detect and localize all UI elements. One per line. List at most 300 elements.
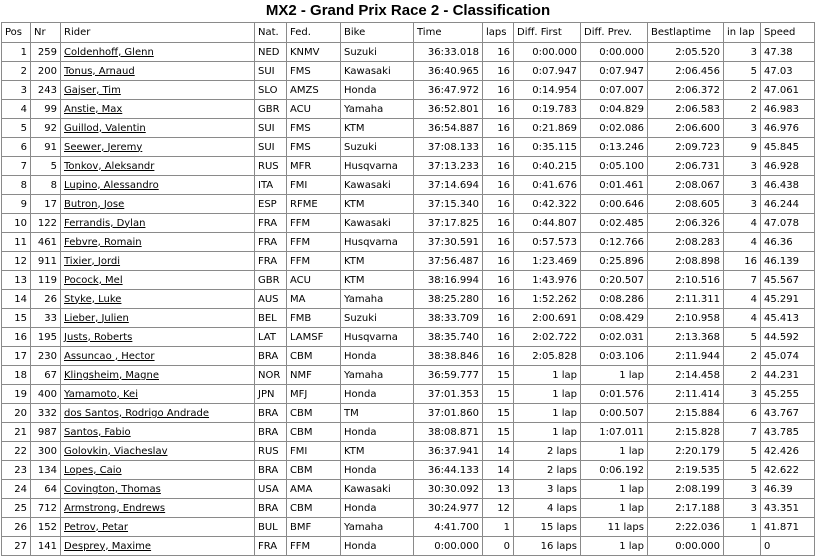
cell-in-lap: 5: [724, 442, 761, 461]
cell-diff-prev: 1 lap: [581, 442, 648, 461]
cell-diff-prev: 0:01.576: [581, 385, 648, 404]
cell-fed: KNMV: [287, 43, 341, 62]
rider-link[interactable]: Armstrong, Endrews: [64, 502, 166, 514]
cell-time: 36:47.972: [414, 81, 483, 100]
cell-nr: 141: [31, 537, 61, 556]
rider-link[interactable]: Lieber, Julien: [64, 312, 129, 324]
cell-nr: 64: [31, 480, 61, 499]
cell-speed: 45.255: [761, 385, 815, 404]
cell-diff-prev: 0:02.086: [581, 119, 648, 138]
cell-laps: 16: [483, 100, 514, 119]
cell-nat: ESP: [255, 195, 287, 214]
rider-link[interactable]: Covington, Thomas: [64, 483, 161, 495]
rider-link[interactable]: Yamamoto, Kei: [64, 388, 138, 400]
cell-nat: SLO: [255, 81, 287, 100]
cell-laps: 15: [483, 404, 514, 423]
cell-nat: FRA: [255, 537, 287, 556]
col-fed: Fed.: [287, 23, 341, 43]
cell-fed: CBM: [287, 423, 341, 442]
cell-rider: [61, 499, 255, 518]
cell-fed: CBM: [287, 499, 341, 518]
cell-speed: 45.074: [761, 347, 815, 366]
cell-laps: 16: [483, 62, 514, 81]
table-row: [2, 404, 815, 423]
cell-diff-prev: 0:04.829: [581, 100, 648, 119]
cell-bestlaptime: 2:08.605: [648, 195, 724, 214]
cell-rider: [61, 404, 255, 423]
cell-bike: Kawasaki: [341, 176, 414, 195]
cell-bestlaptime: 2:06.600: [648, 119, 724, 138]
cell-diff-first: 0:41.676: [514, 176, 581, 195]
cell-laps: 12: [483, 499, 514, 518]
cell-bike: Honda: [341, 537, 414, 556]
cell-bike: Honda: [341, 81, 414, 100]
rider-link[interactable]: Pocock, Mel: [64, 274, 123, 286]
cell-diff-prev: 1 lap: [581, 499, 648, 518]
col-laps: laps: [483, 23, 514, 43]
col-time: Time: [414, 23, 483, 43]
cell-fed: MFJ: [287, 385, 341, 404]
cell-nr: 230: [31, 347, 61, 366]
cell-in-lap: 5: [724, 328, 761, 347]
cell-pos: 9: [2, 195, 31, 214]
cell-fed: FMI: [287, 176, 341, 195]
table-row: [2, 537, 815, 556]
cell-bike: Honda: [341, 499, 414, 518]
cell-bike: KTM: [341, 252, 414, 271]
cell-laps: 16: [483, 271, 514, 290]
cell-laps: 16: [483, 176, 514, 195]
cell-nr: 8: [31, 176, 61, 195]
cell-bestlaptime: 2:10.516: [648, 271, 724, 290]
cell-time: 38:35.740: [414, 328, 483, 347]
rider-link[interactable]: Febvre, Romain: [64, 236, 142, 248]
cell-rider: [61, 81, 255, 100]
rider-link[interactable]: Guillod, Valentin: [64, 122, 146, 134]
cell-in-lap: 4: [724, 290, 761, 309]
cell-pos: 15: [2, 309, 31, 328]
cell-time: 38:25.280: [414, 290, 483, 309]
rider-link[interactable]: Tonkov, Aleksandr: [64, 160, 155, 172]
cell-speed: 42.426: [761, 442, 815, 461]
cell-laps: 15: [483, 423, 514, 442]
col-diff-prev: Diff. Prev.: [581, 23, 648, 43]
cell-time: 4:41.700: [414, 518, 483, 537]
table-row: [2, 119, 815, 138]
cell-nat: FRA: [255, 214, 287, 233]
cell-laps: 1: [483, 518, 514, 537]
cell-in-lap: 5: [724, 461, 761, 480]
rider-link[interactable]: Lupino, Alessandro: [64, 179, 159, 191]
cell-pos: 27: [2, 537, 31, 556]
cell-diff-first: 1 lap: [514, 385, 581, 404]
cell-speed: 0: [761, 537, 815, 556]
rider-link[interactable]: Tonus, Arnaud: [64, 65, 135, 77]
cell-laps: 16: [483, 119, 514, 138]
col-diff-first: Diff. First: [514, 23, 581, 43]
rider-link[interactable]: Petrov, Petar: [64, 521, 129, 533]
cell-speed: 47.078: [761, 214, 815, 233]
cell-rider: [61, 271, 255, 290]
rider-link[interactable]: Assuncao , Hector: [64, 350, 155, 362]
cell-speed: 46.244: [761, 195, 815, 214]
cell-in-lap: 4: [724, 214, 761, 233]
cell-speed: 42.622: [761, 461, 815, 480]
cell-time: 37:15.340: [414, 195, 483, 214]
cell-in-lap: 16: [724, 252, 761, 271]
cell-nr: 134: [31, 461, 61, 480]
cell-fed: LAMSF: [287, 328, 341, 347]
cell-in-lap: 3: [724, 195, 761, 214]
cell-bestlaptime: 2:06.326: [648, 214, 724, 233]
cell-diff-first: 0:44.807: [514, 214, 581, 233]
cell-pos: 2: [2, 62, 31, 81]
cell-pos: 4: [2, 100, 31, 119]
cell-fed: AMZS: [287, 81, 341, 100]
cell-diff-first: 2 laps: [514, 461, 581, 480]
table-row: [2, 328, 815, 347]
cell-bike: Yamaha: [341, 366, 414, 385]
cell-diff-prev: 11 laps: [581, 518, 648, 537]
cell-speed: 46.39: [761, 480, 815, 499]
cell-in-lap: 7: [724, 423, 761, 442]
cell-rider: [61, 442, 255, 461]
rider-link[interactable]: Santos, Fabio: [64, 426, 131, 438]
cell-time: 38:33.709: [414, 309, 483, 328]
rider-link[interactable]: Coldenhoff, Glenn: [64, 46, 154, 58]
cell-nr: 400: [31, 385, 61, 404]
cell-time: 36:52.801: [414, 100, 483, 119]
cell-pos: 1: [2, 43, 31, 62]
header-row: [2, 23, 815, 43]
cell-bike: Honda: [341, 423, 414, 442]
cell-speed: 46.139: [761, 252, 815, 271]
cell-bestlaptime: 2:06.456: [648, 62, 724, 81]
cell-time: 36:33.018: [414, 43, 483, 62]
cell-diff-prev: 0:05.100: [581, 157, 648, 176]
cell-pos: 10: [2, 214, 31, 233]
cell-in-lap: 3: [724, 119, 761, 138]
cell-pos: 25: [2, 499, 31, 518]
cell-speed: 47.061: [761, 81, 815, 100]
cell-fed: NMF: [287, 366, 341, 385]
cell-diff-prev: 0:03.106: [581, 347, 648, 366]
cell-time: 37:13.233: [414, 157, 483, 176]
cell-in-lap: 3: [724, 499, 761, 518]
cell-speed: 43.785: [761, 423, 815, 442]
cell-diff-prev: 0:08.286: [581, 290, 648, 309]
cell-rider: [61, 423, 255, 442]
cell-pos: 12: [2, 252, 31, 271]
cell-rider: [61, 537, 255, 556]
cell-fed: CBM: [287, 461, 341, 480]
table-row: [2, 518, 815, 537]
cell-nr: 33: [31, 309, 61, 328]
cell-fed: FMB: [287, 309, 341, 328]
cell-nat: NOR: [255, 366, 287, 385]
cell-bestlaptime: 2:20.179: [648, 442, 724, 461]
cell-nat: LAT: [255, 328, 287, 347]
cell-diff-prev: 1 lap: [581, 366, 648, 385]
cell-diff-first: 2 laps: [514, 442, 581, 461]
cell-speed: 46.928: [761, 157, 815, 176]
cell-bestlaptime: 2:08.283: [648, 233, 724, 252]
table-row: [2, 195, 815, 214]
cell-nat: RUS: [255, 442, 287, 461]
rider-link[interactable]: Styke, Luke: [64, 293, 122, 305]
cell-speed: 41.871: [761, 518, 815, 537]
cell-laps: 13: [483, 480, 514, 499]
cell-rider: [61, 309, 255, 328]
cell-fed: AMA: [287, 480, 341, 499]
table-row: [2, 347, 815, 366]
cell-diff-first: 16 laps: [514, 537, 581, 556]
cell-diff-first: 2:05.828: [514, 347, 581, 366]
rider-link[interactable]: Ferrandis, Dylan: [64, 217, 146, 229]
cell-diff-prev: 0:25.896: [581, 252, 648, 271]
cell-fed: RFME: [287, 195, 341, 214]
cell-diff-first: 1:23.469: [514, 252, 581, 271]
cell-in-lap: 6: [724, 404, 761, 423]
cell-speed: 44.231: [761, 366, 815, 385]
rider-link[interactable]: Desprey, Maxime: [64, 540, 152, 552]
cell-bestlaptime: 2:06.731: [648, 157, 724, 176]
cell-bestlaptime: 2:08.898: [648, 252, 724, 271]
cell-in-lap: 4: [724, 233, 761, 252]
cell-nr: 152: [31, 518, 61, 537]
cell-diff-prev: 0:00.000: [581, 43, 648, 62]
cell-bike: KTM: [341, 195, 414, 214]
cell-speed: 46.438: [761, 176, 815, 195]
cell-time: 37:01.353: [414, 385, 483, 404]
cell-rider: [61, 385, 255, 404]
table-row: [2, 480, 815, 499]
rider-link[interactable]: Lopes, Caio: [64, 464, 122, 476]
cell-diff-first: 0:19.783: [514, 100, 581, 119]
cell-bestlaptime: 2:22.036: [648, 518, 724, 537]
col-nr: Nr: [31, 23, 61, 43]
classification-table: [1, 22, 815, 556]
rider-link[interactable]: Butron, Jose: [64, 198, 125, 210]
cell-in-lap: 9: [724, 138, 761, 157]
cell-time: 38:38.846: [414, 347, 483, 366]
cell-diff-prev: 0:00.646: [581, 195, 648, 214]
table-row: [2, 214, 815, 233]
cell-in-lap: 3: [724, 43, 761, 62]
rider-link[interactable]: dos Santos, Rodrigo Andrade: [64, 407, 210, 419]
cell-nat: AUS: [255, 290, 287, 309]
cell-diff-prev: 0:20.507: [581, 271, 648, 290]
cell-rider: [61, 43, 255, 62]
cell-nat: FRA: [255, 252, 287, 271]
cell-pos: 21: [2, 423, 31, 442]
cell-fed: CBM: [287, 347, 341, 366]
cell-laps: 16: [483, 157, 514, 176]
col-pos: Pos: [2, 23, 31, 43]
cell-nat: USA: [255, 480, 287, 499]
cell-in-lap: 3: [724, 157, 761, 176]
cell-nat: SUI: [255, 138, 287, 157]
cell-fed: FFM: [287, 233, 341, 252]
cell-bestlaptime: 2:13.368: [648, 328, 724, 347]
cell-pos: 3: [2, 81, 31, 100]
cell-time: 37:56.487: [414, 252, 483, 271]
table-row: [2, 81, 815, 100]
page-title: MX2 - Grand Prix Race 2 - Classification: [265, 2, 551, 19]
cell-speed: 46.983: [761, 100, 815, 119]
cell-bike: KTM: [341, 271, 414, 290]
cell-nat: GBR: [255, 100, 287, 119]
rider-link[interactable]: Tixier, Jordi: [64, 255, 121, 267]
cell-diff-first: 0:14.954: [514, 81, 581, 100]
cell-bike: Honda: [341, 347, 414, 366]
cell-diff-first: 2:00.691: [514, 309, 581, 328]
col-bestlaptime: Bestlaptime: [648, 23, 724, 43]
cell-diff-prev: 0:08.429: [581, 309, 648, 328]
table-row: [2, 271, 815, 290]
rider-link[interactable]: Gajser, Tim: [64, 84, 121, 96]
cell-pos: 19: [2, 385, 31, 404]
cell-time: 30:30.092: [414, 480, 483, 499]
cell-nr: 99: [31, 100, 61, 119]
cell-pos: 24: [2, 480, 31, 499]
cell-nr: 200: [31, 62, 61, 81]
cell-bike: Yamaha: [341, 518, 414, 537]
cell-laps: 15: [483, 385, 514, 404]
cell-time: 37:14.694: [414, 176, 483, 195]
cell-diff-first: 0:42.322: [514, 195, 581, 214]
cell-laps: 16: [483, 138, 514, 157]
col-bike: Bike: [341, 23, 414, 43]
rider-link[interactable]: Anstie, Max: [64, 103, 123, 115]
cell-pos: 13: [2, 271, 31, 290]
cell-bestlaptime: 0:00.000: [648, 537, 724, 556]
cell-diff-first: 0:57.573: [514, 233, 581, 252]
cell-time: 36:40.965: [414, 62, 483, 81]
cell-laps: 0: [483, 537, 514, 556]
cell-in-lap: 2: [724, 81, 761, 100]
cell-pos: 23: [2, 461, 31, 480]
cell-diff-first: 1 lap: [514, 423, 581, 442]
cell-speed: 47.38: [761, 43, 815, 62]
rider-link[interactable]: Golovkin, Viacheslav: [64, 445, 168, 457]
cell-bestlaptime: 2:10.958: [648, 309, 724, 328]
rider-link[interactable]: Klingsheim, Magne: [64, 369, 159, 381]
rider-link[interactable]: Justs, Roberts: [64, 331, 133, 343]
cell-diff-prev: 0:13.246: [581, 138, 648, 157]
table-row: [2, 290, 815, 309]
cell-rider: [61, 233, 255, 252]
cell-in-lap: 3: [724, 385, 761, 404]
cell-speed: 43.351: [761, 499, 815, 518]
cell-bestlaptime: 2:15.828: [648, 423, 724, 442]
cell-diff-prev: 0:00.507: [581, 404, 648, 423]
cell-bestlaptime: 2:14.458: [648, 366, 724, 385]
cell-nat: BUL: [255, 518, 287, 537]
cell-time: 36:44.133: [414, 461, 483, 480]
cell-rider: [61, 366, 255, 385]
cell-speed: 46.976: [761, 119, 815, 138]
cell-in-lap: [724, 537, 761, 556]
table-row: [2, 309, 815, 328]
cell-bike: Yamaha: [341, 100, 414, 119]
cell-in-lap: 3: [724, 176, 761, 195]
cell-in-lap: 4: [724, 309, 761, 328]
cell-speed: 46.36: [761, 233, 815, 252]
cell-nat: BEL: [255, 309, 287, 328]
cell-diff-prev: 0:07.947: [581, 62, 648, 81]
cell-fed: FMS: [287, 62, 341, 81]
cell-laps: 16: [483, 328, 514, 347]
cell-pos: 5: [2, 119, 31, 138]
cell-speed: 44.592: [761, 328, 815, 347]
cell-bike: Kawasaki: [341, 214, 414, 233]
table-row: [2, 366, 815, 385]
table-row: [2, 385, 815, 404]
cell-pos: 14: [2, 290, 31, 309]
cell-rider: [61, 461, 255, 480]
cell-fed: FMI: [287, 442, 341, 461]
cell-nat: BRA: [255, 347, 287, 366]
cell-nat: ITA: [255, 176, 287, 195]
cell-bike: TM: [341, 404, 414, 423]
cell-fed: MA: [287, 290, 341, 309]
cell-rider: [61, 290, 255, 309]
cell-bestlaptime: 2:08.067: [648, 176, 724, 195]
cell-diff-first: 0:00.000: [514, 43, 581, 62]
cell-diff-first: 0:35.115: [514, 138, 581, 157]
cell-fed: ACU: [287, 100, 341, 119]
cell-diff-first: 2:02.722: [514, 328, 581, 347]
cell-time: 36:59.777: [414, 366, 483, 385]
cell-in-lap: 2: [724, 366, 761, 385]
table-row: [2, 423, 815, 442]
cell-fed: CBM: [287, 404, 341, 423]
table-row: [2, 176, 815, 195]
cell-time: 36:37.941: [414, 442, 483, 461]
cell-laps: 16: [483, 214, 514, 233]
cell-fed: ACU: [287, 271, 341, 290]
cell-time: 0:00.000: [414, 537, 483, 556]
cell-nr: 17: [31, 195, 61, 214]
cell-fed: BMF: [287, 518, 341, 537]
cell-rider: [61, 62, 255, 81]
rider-link[interactable]: Seewer, Jeremy: [64, 141, 143, 153]
cell-diff-prev: 0:06.192: [581, 461, 648, 480]
cell-pos: 17: [2, 347, 31, 366]
cell-rider: [61, 100, 255, 119]
cell-bestlaptime: 2:15.884: [648, 404, 724, 423]
cell-diff-prev: 0:07.007: [581, 81, 648, 100]
cell-time: 30:24.977: [414, 499, 483, 518]
cell-pos: 16: [2, 328, 31, 347]
cell-diff-first: 15 laps: [514, 518, 581, 537]
cell-bike: Honda: [341, 461, 414, 480]
cell-bike: Husqvarna: [341, 328, 414, 347]
cell-laps: 15: [483, 366, 514, 385]
cell-laps: 16: [483, 347, 514, 366]
cell-nr: 92: [31, 119, 61, 138]
cell-diff-prev: 0:12.766: [581, 233, 648, 252]
cell-time: 37:30.591: [414, 233, 483, 252]
cell-nr: 712: [31, 499, 61, 518]
cell-nr: 243: [31, 81, 61, 100]
cell-fed: FMS: [287, 138, 341, 157]
cell-laps: 16: [483, 195, 514, 214]
cell-diff-first: 0:21.869: [514, 119, 581, 138]
cell-bike: Kawasaki: [341, 480, 414, 499]
cell-laps: 14: [483, 442, 514, 461]
